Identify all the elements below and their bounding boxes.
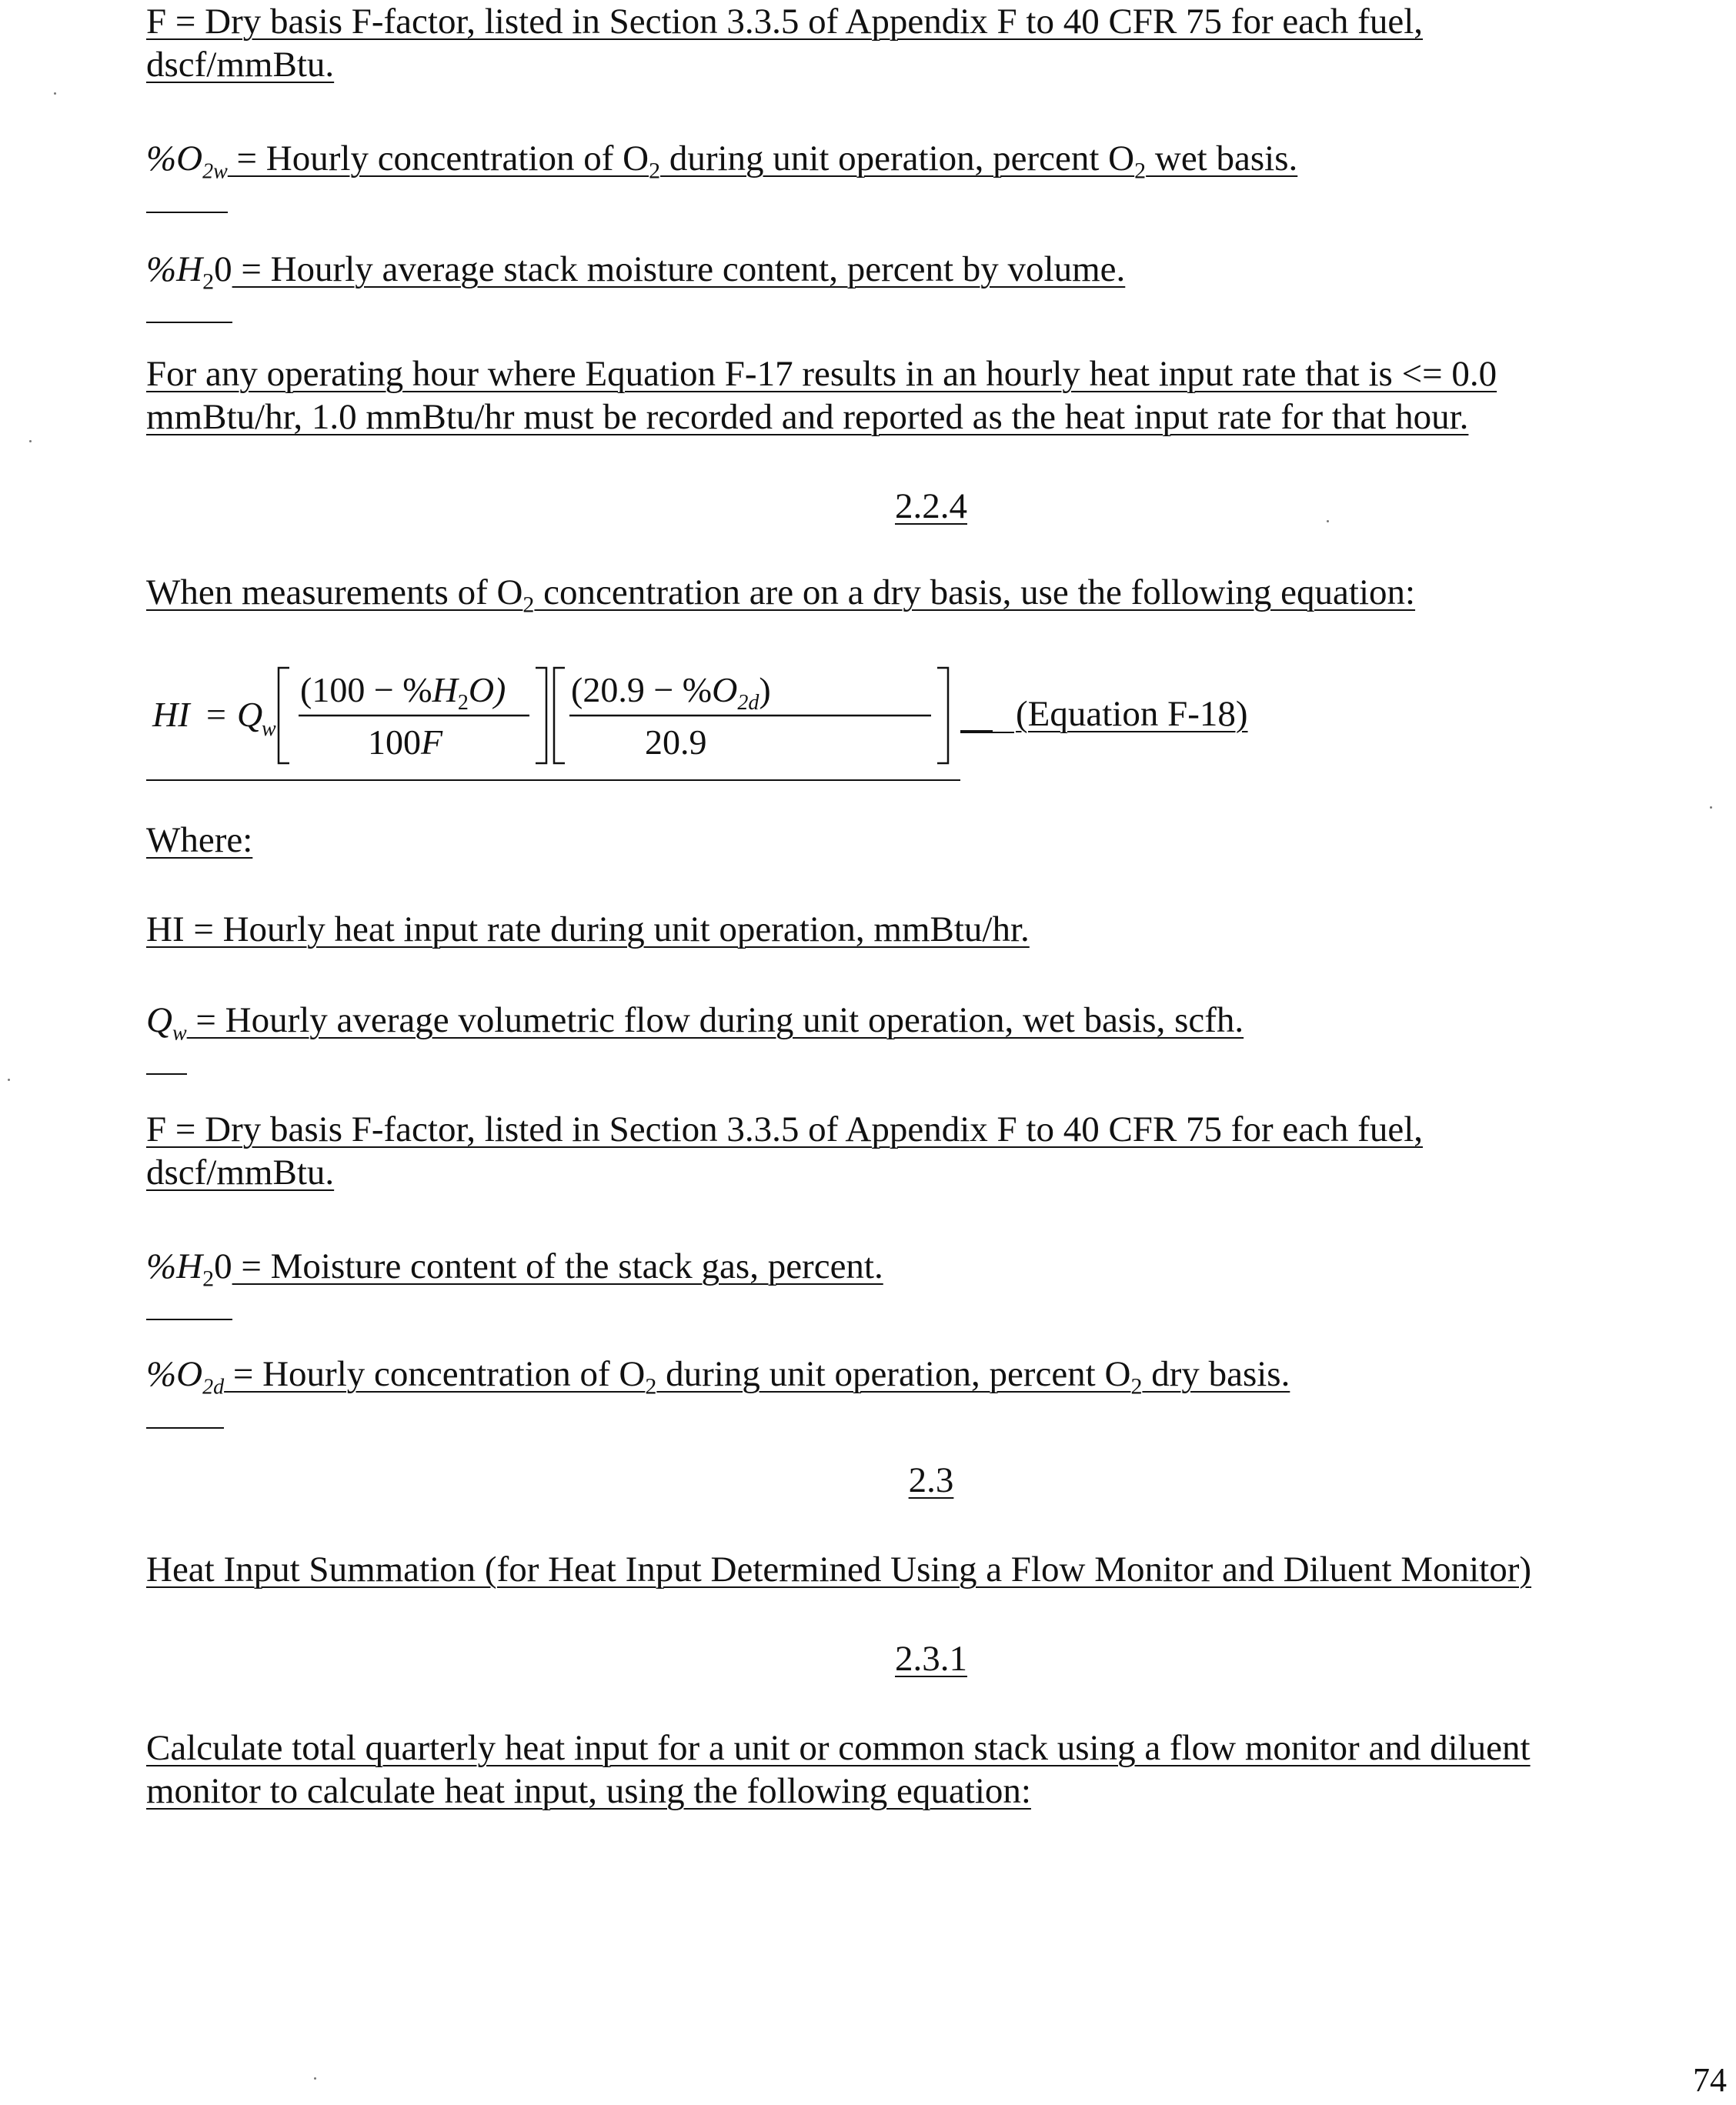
section-2-3-heading: 2.3 xyxy=(908,1460,954,1500)
eq-num1-a: (100 − % xyxy=(300,670,432,709)
where-label: Where: xyxy=(146,820,253,860)
qw-symbol: $Q_w$ xyxy=(146,999,187,1055)
equation-f-18 xyxy=(146,654,993,792)
zero-heat-input-line-2: mmBtu/hr, 1.0 mmBtu/hr must be recorded and reported as the heat input rate for that hour. xyxy=(146,397,1469,437)
eq-equals: = xyxy=(206,695,226,734)
f-factor-definition-top xyxy=(146,0,1716,86)
scan-speck xyxy=(8,1079,10,1081)
zero-heat-input-paragraph xyxy=(146,352,1716,439)
bracket-1-left xyxy=(279,668,289,763)
moisture-symbol-1: $\%H_20$ xyxy=(146,248,232,303)
eq-den2: 20.9 xyxy=(645,722,707,762)
qw-definition: $Q_w$ = Hourly average volumetric flow during unit operation, wet basis, scfh. xyxy=(146,999,1716,1055)
eq-den1-f: F xyxy=(421,722,443,762)
quarterly-line-2: monitor to calculate heat input, using the following equation: xyxy=(146,1771,1031,1811)
scan-speck xyxy=(54,92,56,95)
equation-label: (Equation F-18) xyxy=(1016,694,1248,734)
svg-text:(100 − %H2O) xyxy=(300,670,506,715)
bracket-1-right xyxy=(536,668,546,763)
eq-den1-a: 100 xyxy=(368,722,421,762)
f-factor-bottom-line-2: dscf/mmBtu. xyxy=(146,1153,335,1193)
moisture-definition-1: $\%H_20$ = Hourly average stack moisture content, percent by volume. xyxy=(146,248,1716,303)
eq-q-sub: w xyxy=(262,717,276,741)
o2-wet-symbol: $\%O_{2w}$ xyxy=(146,137,228,193)
scan-speck xyxy=(29,440,32,442)
scan-speck xyxy=(314,2077,316,2080)
bracket-2-left xyxy=(554,668,565,763)
quarterly-line-1: Calculate total quarterly heat input for a unit or common stack using a flow monitor and diluent xyxy=(146,1728,1531,1768)
eq-num1-h: H xyxy=(432,670,458,709)
eq-q: Q xyxy=(237,695,263,734)
equation-f-18-figure xyxy=(146,654,993,792)
eq-hi: HI xyxy=(152,695,190,734)
dry-basis-intro: When measurements of $O_2$ concentration are on a dry basis, use the following equation: xyxy=(146,572,1416,618)
eq-num2-a: (20.9 − % xyxy=(571,670,713,709)
page-number: 74 xyxy=(1693,2061,1727,2099)
o2-wet-definition: $\%O_{2w}$ = Hourly concentration of $O_2$ during unit operation, percent $O_2$ wet basis. xyxy=(146,137,1716,193)
bracket-2-right xyxy=(937,668,948,763)
eq-num2-b: ) xyxy=(759,670,771,709)
section-2-3-1-heading: 2.3.1 xyxy=(895,1639,967,1679)
f-factor-definition-bottom xyxy=(146,1108,1716,1194)
o2-dry-symbol: $\%O_{2d}$ xyxy=(146,1353,224,1409)
scan-speck xyxy=(1710,806,1712,809)
hi-definition: HI = Hourly heat input rate during unit operation, mmBtu/hr. xyxy=(146,909,1030,949)
moisture-definition-2: $\%H_20$ = Moisture content of the stack gas, percent. xyxy=(146,1245,1716,1300)
zero-heat-input-line-1: For any operating hour where Equation F-17 results in an hourly heat input rate that is <= 0.0 xyxy=(146,354,1497,394)
section-2-3-title: Heat Input Summation (for Heat Input Determined Using a Flow Monitor and Diluent Monitor) xyxy=(146,1550,1532,1590)
svg-text:(20.9 − %O2d) xyxy=(571,670,771,715)
svg-text:100F xyxy=(368,722,443,762)
equation-leader xyxy=(960,732,1014,733)
eq-num1-b: O) xyxy=(468,670,506,709)
f-factor-line-1: F = Dry basis F-factor, listed in Section 3.3.5 of Appendix F to 40 CFR 75 for each fuel, xyxy=(146,2,1423,42)
scan-speck xyxy=(1327,520,1329,522)
f-factor-bottom-line-1: F = Dry basis F-factor, listed in Section 3.3.5 of Appendix F to 40 CFR 75 for each fuel, xyxy=(146,1109,1423,1149)
moisture-symbol-2: $\%H_20$ xyxy=(146,1245,232,1300)
eq-num1-sub: 2 xyxy=(457,691,469,715)
eq-num2-sub: 2d xyxy=(737,691,760,715)
eq-num2-o: O xyxy=(712,670,738,709)
section-2-2-4-heading: 2.2.4 xyxy=(895,486,967,526)
quarterly-heat-input-paragraph xyxy=(146,1726,1716,1813)
o2-dry-definition: $\%O_{2d}$ = Hourly concentration of $O_2$ during unit operation, percent $O_2$ dry basis. xyxy=(146,1353,1716,1409)
f-factor-line-2: dscf/mmBtu. xyxy=(146,45,335,85)
